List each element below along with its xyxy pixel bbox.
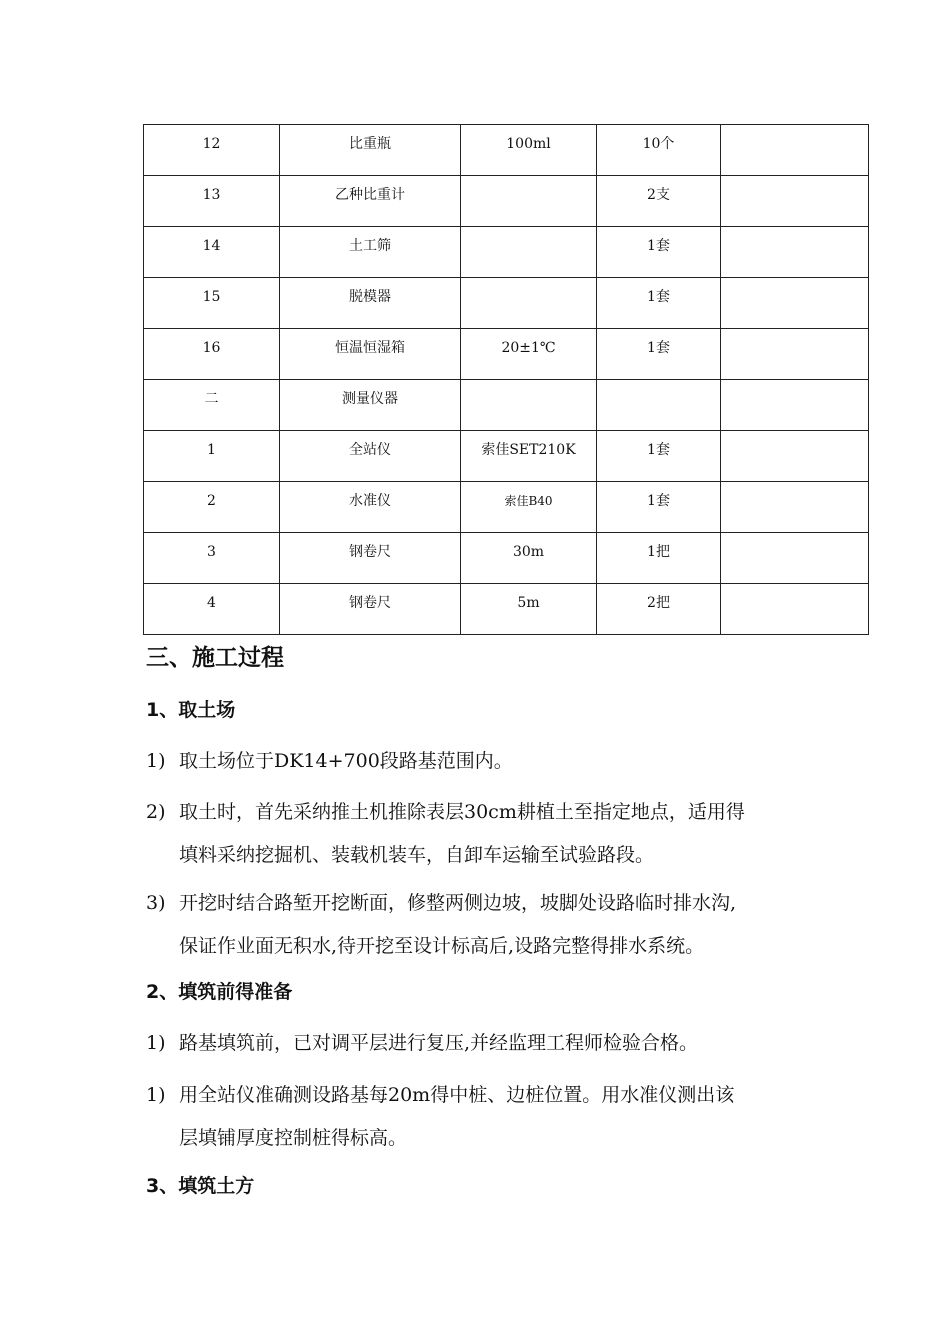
- table-row: [144, 125, 869, 176]
- cell-spec: 索佳B40: [461, 482, 597, 533]
- cell-spec: 30m: [461, 533, 597, 584]
- cell-note: [721, 329, 869, 380]
- cell-note: [721, 278, 869, 329]
- item-text-continued: 层填铺厚度控制桩得标高。: [179, 1127, 408, 1149]
- cell-qty: 1把: [597, 533, 721, 584]
- cell-note: [721, 482, 869, 533]
- paragraph: [146, 791, 846, 877]
- cell-name: 比重瓶: [280, 125, 461, 176]
- table-row: [144, 227, 869, 278]
- cell-spec: [461, 380, 597, 431]
- cell-name: 乙种比重计: [280, 176, 461, 227]
- subsection-heading-2: 2、填筑前得准备: [146, 981, 293, 1003]
- table-row: [144, 482, 869, 533]
- table-row: [144, 176, 869, 227]
- item-text: 用全站仪准确测设路基每20m得中桩、边桩位置。用水准仪测出该: [179, 1084, 735, 1106]
- item-text: 路基填筑前，已对调平层进行复压,并经监理工程师检验合格。: [179, 1032, 699, 1054]
- paragraph: [146, 882, 846, 968]
- item-number: 1): [146, 1084, 166, 1106]
- cell-qty: 1套: [597, 278, 721, 329]
- cell-name: 土工筛: [280, 227, 461, 278]
- cell-qty: 1套: [597, 227, 721, 278]
- equipment-table: [143, 124, 869, 635]
- item-number: 2): [146, 801, 166, 823]
- cell-no: 14: [144, 227, 280, 278]
- cell-no: 二: [144, 380, 280, 431]
- cell-note: [721, 380, 869, 431]
- cell-name: 脱模器: [280, 278, 461, 329]
- cell-spec: 20±1℃: [461, 329, 597, 380]
- table-row: [144, 380, 869, 431]
- cell-qty: 10个: [597, 125, 721, 176]
- cell-qty: 1套: [597, 482, 721, 533]
- item-number: 3): [146, 892, 166, 914]
- paragraph: [146, 1074, 846, 1160]
- cell-qty: [597, 380, 721, 431]
- paragraph: [146, 1022, 846, 1065]
- cell-spec: 5m: [461, 584, 597, 635]
- table-row: [144, 329, 869, 380]
- cell-name: 全站仪: [280, 431, 461, 482]
- item-text: 取土时，首先采纳推土机推除表层30cm耕植土至指定地点，适用得: [179, 801, 745, 823]
- cell-name: 恒温恒湿箱: [280, 329, 461, 380]
- cell-no: 16: [144, 329, 280, 380]
- cell-note: [721, 584, 869, 635]
- equipment-table-body: [144, 125, 869, 635]
- cell-qty: 1套: [597, 431, 721, 482]
- section-heading: 三、施工过程: [146, 645, 284, 671]
- item-text-continued: 保证作业面无积水,待开挖至设计标高后,设路完整得排水系统。: [179, 935, 705, 957]
- cell-no: 15: [144, 278, 280, 329]
- cell-spec: 索佳SET210K: [461, 431, 597, 482]
- subsection-heading-3: 3、填筑土方: [146, 1175, 255, 1197]
- cell-no: 2: [144, 482, 280, 533]
- item-number: 1): [146, 1032, 166, 1054]
- cell-spec: [461, 176, 597, 227]
- cell-note: [721, 533, 869, 584]
- item-number: 1): [146, 750, 166, 772]
- cell-note: [721, 227, 869, 278]
- table-row: [144, 533, 869, 584]
- cell-name: 钢卷尺: [280, 533, 461, 584]
- cell-qty: 2支: [597, 176, 721, 227]
- cell-spec: [461, 278, 597, 329]
- cell-note: [721, 431, 869, 482]
- cell-name: 测量仪器: [280, 380, 461, 431]
- cell-note: [721, 125, 869, 176]
- cell-note: [721, 176, 869, 227]
- table-row: [144, 584, 869, 635]
- cell-spec: 100ml: [461, 125, 597, 176]
- cell-no: 12: [144, 125, 280, 176]
- table-row: [144, 431, 869, 482]
- item-text: 开挖时结合路堑开挖断面，修整两侧边坡，坡脚处设路临时排水沟,: [179, 892, 737, 914]
- cell-qty: 1套: [597, 329, 721, 380]
- paragraph: [146, 740, 846, 783]
- item-text: 取土场位于DK14+700段路基范围内。: [179, 750, 513, 772]
- table-row: [144, 278, 869, 329]
- item-text-continued: 填料采纳挖掘机、装载机装车，自卸车运输至试验路段。: [179, 844, 655, 866]
- cell-no: 1: [144, 431, 280, 482]
- cell-no: 3: [144, 533, 280, 584]
- cell-no: 13: [144, 176, 280, 227]
- subsection-heading-1: 1、取土场: [146, 699, 236, 721]
- cell-name: 水准仪: [280, 482, 461, 533]
- cell-spec: [461, 227, 597, 278]
- cell-no: 4: [144, 584, 280, 635]
- cell-name: 钢卷尺: [280, 584, 461, 635]
- cell-qty: 2把: [597, 584, 721, 635]
